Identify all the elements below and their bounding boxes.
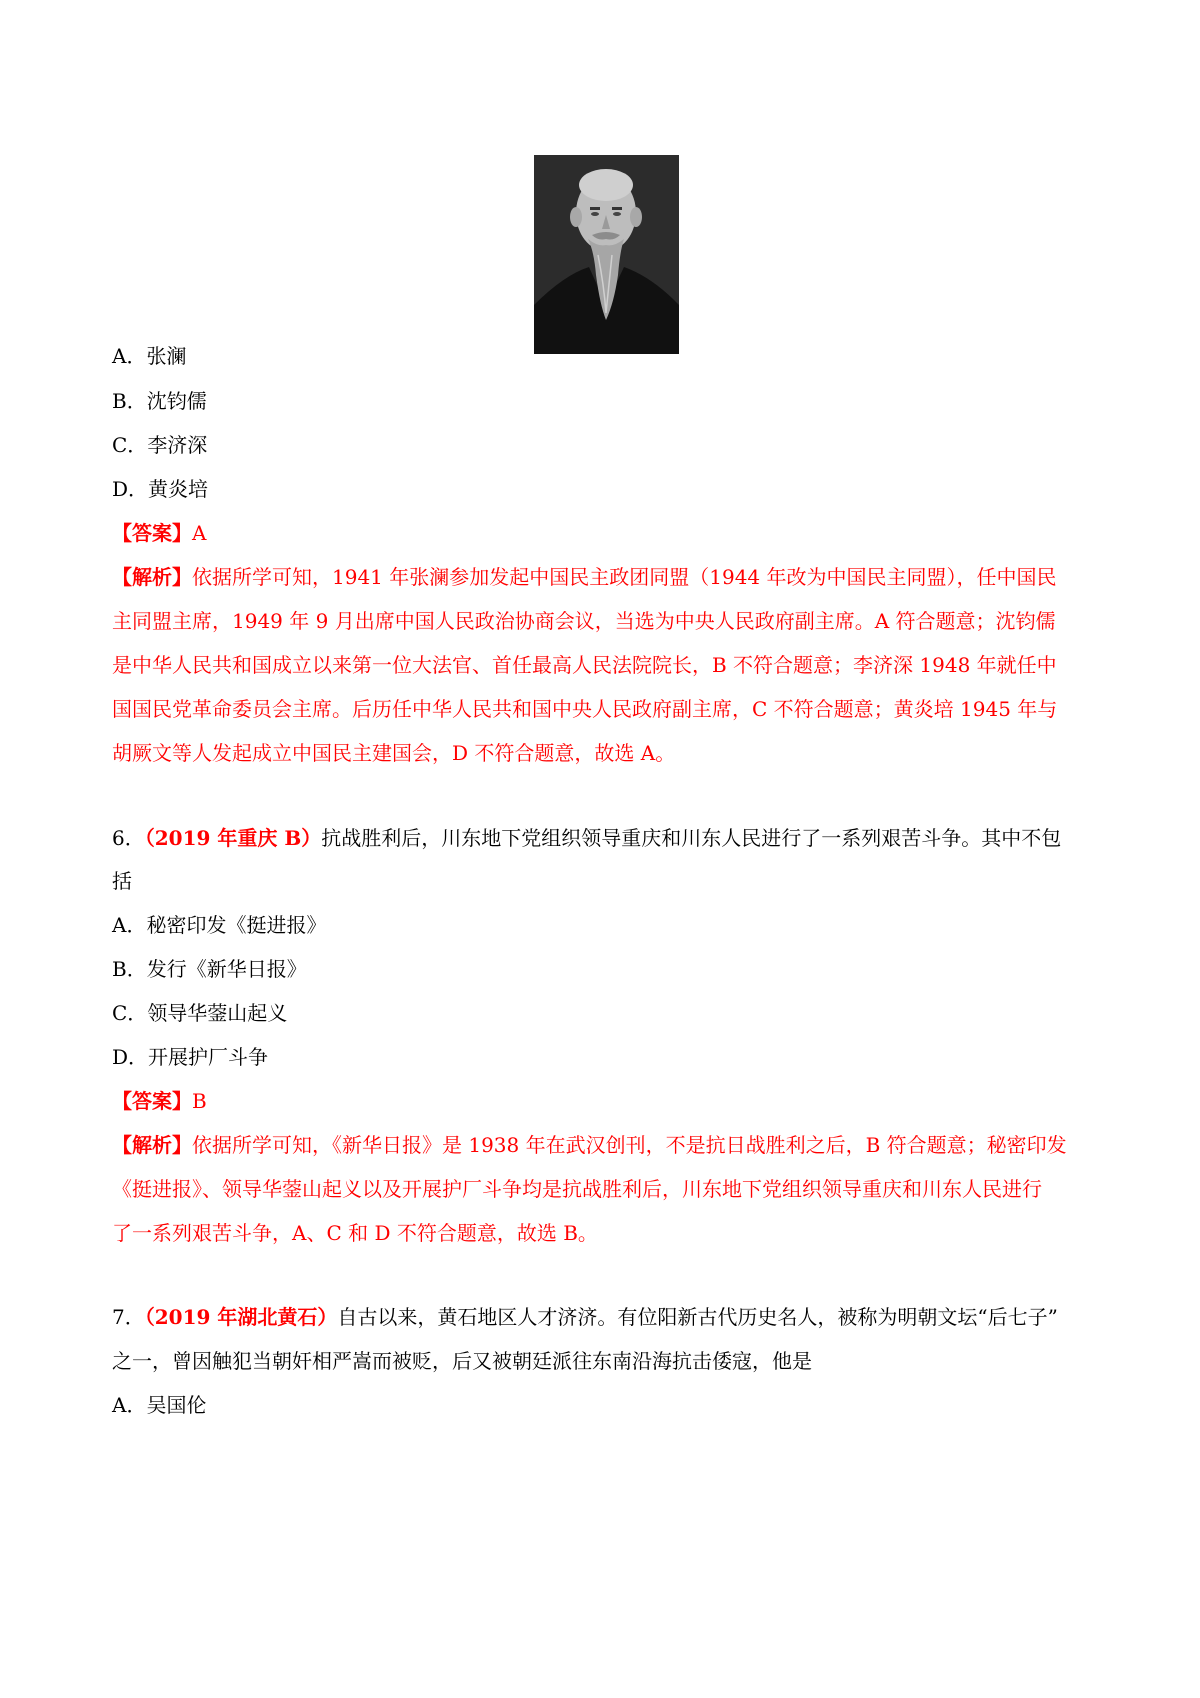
q6-option-d: D．开展护厂斗争	[112, 1045, 269, 1069]
q5-option-b: B．沈钧儒	[112, 389, 207, 413]
q6-analysis-line-3: 了一系列艰苦斗争，A、C 和 D 不符合题意，故选 B。	[112, 1221, 598, 1245]
q6-stem-line-1: 6．（2019 年重庆 B）抗战胜利后，川东地下党组织领导重庆和川东人民进行了一系列艰苦斗争。其中不包	[112, 826, 1062, 850]
q5-option-a: A．张澜	[112, 344, 187, 368]
q5-analysis-line-2: 主同盟主席，1949 年 9 月出席中国人民政治协商会议，当选为中央人民政府副主席。A 符合题意；沈钧儒	[112, 609, 1056, 633]
q5-option-c: C．李济深	[112, 433, 208, 457]
q6-answer: 【答案】B	[112, 1089, 207, 1113]
q6-stem-line-2: 括	[112, 869, 132, 893]
q6-option-a: A．秘密印发《挺进报》	[112, 913, 327, 937]
q5-analysis-line-3: 是中华人民共和国成立以来第一位大法官、首任最高人民法院院长，B 不符合题意；李济深 1948 年就任中	[112, 653, 1057, 677]
q6-analysis-line-2: 《挺进报》、领导华蓥山起义以及开展护厂斗争均是抗战胜利后，川东地下党组织领导重庆和川东人民进行	[112, 1177, 1042, 1201]
q7-stem-line-1: 7．（2019 年湖北黄石）自古以来，黄石地区人才济济。有位阳新古代历史名人，被称为明朝文坛“后七子”	[112, 1305, 1058, 1329]
portrait-illustration	[534, 155, 679, 354]
q5-answer: 【答案】A	[112, 521, 207, 545]
portrait-photo	[534, 155, 679, 354]
q5-analysis-line-5: 胡厥文等人发起成立中国民主建国会，D 不符合题意，故选 A。	[112, 741, 676, 765]
q5-option-d: D．黄炎培	[112, 477, 209, 501]
q5-analysis-line-4: 国国民党革命委员会主席。后历任中华人民共和国中央人民政府副主席，C 不符合题意；黄炎培 1945 年与	[112, 697, 1058, 721]
q6-analysis-line-1: 【解析】依据所学可知，《新华日报》是 1938 年在武汉创刊，不是抗日战胜利之后，B 符合题意；秘密印发	[112, 1133, 1067, 1157]
q6-option-b: B．发行《新华日报》	[112, 957, 307, 981]
q5-analysis-line-1: 【解析】依据所学可知，1941 年张澜参加发起中国民主政团同盟（1944 年改为中国民主同盟），任中国民	[112, 565, 1057, 589]
q7-option-a: A．吴国伦	[112, 1393, 207, 1417]
q6-option-c: C．领导华蓥山起义	[112, 1001, 288, 1025]
q7-stem-line-2: 之一，曾因触犯当朝奸相严嵩而被贬，后又被朝廷派往东南沿海抗击倭寇，他是	[112, 1349, 812, 1373]
